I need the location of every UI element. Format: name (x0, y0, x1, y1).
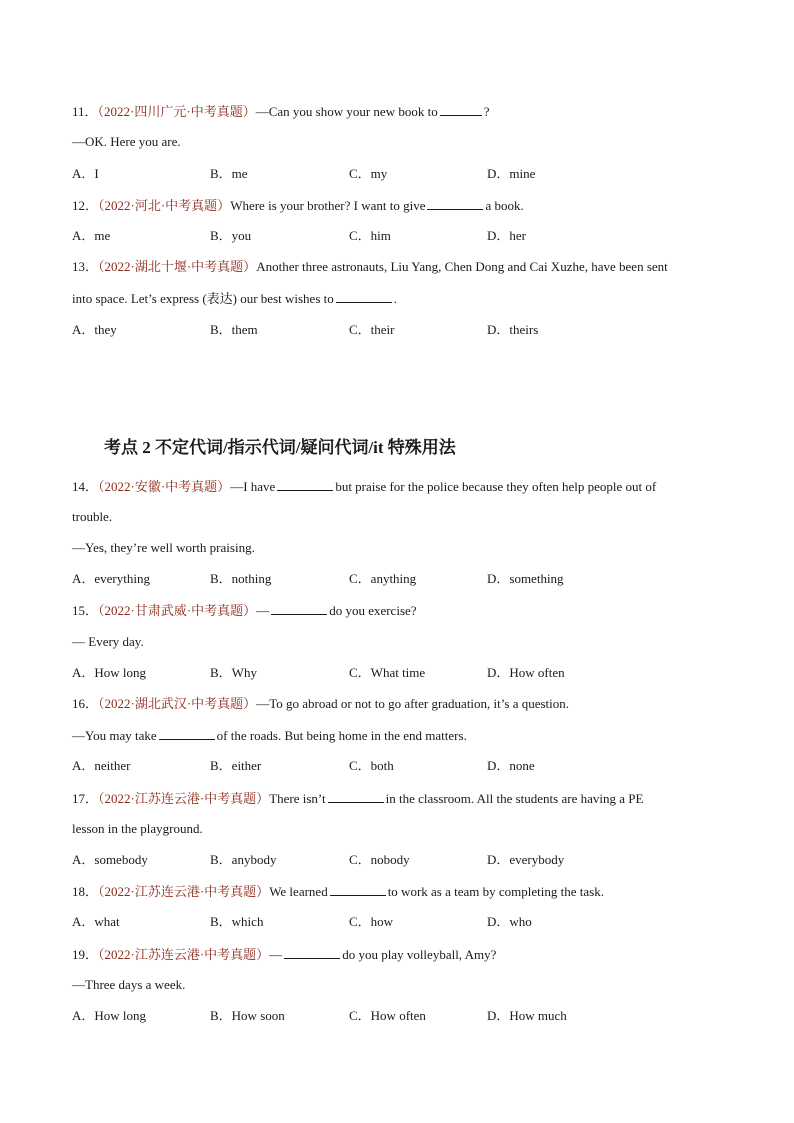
question-number: 14． (72, 479, 99, 494)
option-b: B．anybody (210, 852, 277, 867)
question-source: （2022·湖北十堰·中考真题） (98, 259, 257, 274)
question-13 (72, 259, 732, 275)
option-b: B．nothing (210, 571, 272, 586)
question-stem: There isn’t (269, 791, 326, 806)
option-d: D．none (487, 758, 535, 773)
answer-blank (330, 883, 386, 896)
question-stem-end: of the roads. But being home in the end matters. (216, 728, 467, 743)
option-b: B．How soon (210, 1008, 285, 1023)
option-c: C．How often (349, 1008, 426, 1023)
question-19 (72, 946, 732, 963)
option-a: A．neither (72, 758, 131, 773)
question-source: （2022·安徽·中考真题） (98, 479, 231, 494)
question-11 (72, 103, 732, 120)
option-d: D．How often (487, 665, 565, 680)
option-d: D．How much (487, 1008, 567, 1023)
section-heading: 考点 2 不定代词/指示代词/疑问代词/it 特殊用法 (104, 438, 456, 457)
option-c: C．my (349, 166, 388, 181)
question-13-line-2 (72, 290, 732, 307)
answer-blank (284, 946, 340, 959)
question-source: （2022·河北·中考真题） (98, 198, 231, 213)
option-c: C．him (349, 228, 391, 243)
question-number: 11． (72, 104, 98, 119)
question-16 (72, 696, 732, 712)
question-stem: Another three astronauts, Liu Yang, Chen Dong and Cai Xuzhe, have been sent (256, 259, 668, 274)
option-d: D．everybody (487, 852, 565, 867)
option-d: D．who (487, 914, 532, 929)
question-stem: We learned (269, 884, 328, 899)
question-number: 17． (72, 791, 99, 806)
question-14 (72, 478, 732, 495)
option-d: D．theirs (487, 322, 539, 337)
option-c: C．What time (349, 665, 426, 680)
question-source: （2022·四川广元·中考真题） (97, 104, 256, 119)
option-a: A．How long (72, 1008, 147, 1023)
option-c: C．nobody (349, 852, 410, 867)
question-18 (72, 883, 732, 900)
option-b: B．me (210, 166, 248, 181)
question-stem: —Can you show your new book to (255, 104, 438, 119)
question-19-line-2: —Three days a week. (72, 977, 186, 992)
option-c: C．how (349, 914, 394, 929)
question-stem-end: in the classroom. All the students are having a PE (385, 791, 644, 806)
question-stem-end: do you play volleyball, Amy? (342, 947, 497, 962)
option-c: C．their (349, 322, 395, 337)
question-14-line-3: —Yes, they’re well worth praising. (72, 540, 255, 555)
option-d: D．her (487, 228, 526, 243)
question-14-line-2: trouble. (72, 509, 113, 524)
option-d: D．something (487, 571, 564, 586)
answer-blank (271, 602, 327, 615)
question-stem-end: to work as a team by completing the task. (387, 884, 604, 899)
question-source: （2022·江苏连云港·中考真题） (98, 884, 270, 899)
question-stem-cont: into space. Let’s express (表达) our best wishes to (72, 291, 334, 306)
option-c: C．both (349, 758, 394, 773)
question-source: （2022·湖北武汉·中考真题） (98, 696, 257, 711)
question-number: 18． (72, 884, 99, 899)
question-number: 16． (72, 696, 99, 711)
option-c: C．anything (349, 571, 417, 586)
question-number: 13． (72, 259, 99, 274)
option-a: A．I (72, 166, 99, 181)
question-17-line-2: lesson in the playground. (72, 821, 203, 836)
option-b: B．you (210, 228, 252, 243)
option-b: B．Why (210, 665, 257, 680)
question-17 (72, 790, 732, 807)
question-stem-end: do you exercise? (329, 603, 417, 618)
option-a: A．everything (72, 571, 150, 586)
question-12 (72, 197, 732, 214)
option-a: A．somebody (72, 852, 148, 867)
question-15-line-2: — Every day. (72, 634, 144, 649)
option-a: A．what (72, 914, 120, 929)
option-b: B．them (210, 322, 258, 337)
question-stem-cont: —You may take (72, 728, 157, 743)
answer-blank (159, 727, 215, 740)
question-16-line-2 (72, 727, 732, 744)
question-stem-end: but praise for the police because they often help people out of (335, 479, 657, 494)
question-15 (72, 602, 732, 619)
answer-blank (336, 290, 392, 303)
option-b: B．which (210, 914, 264, 929)
question-source: （2022·江苏连云港·中考真题） (98, 791, 270, 806)
question-stem: — (256, 603, 270, 618)
option-d: D．mine (487, 166, 536, 181)
question-number: 19． (72, 947, 99, 962)
answer-blank (427, 197, 483, 210)
question-source: （2022·甘肃武威·中考真题） (98, 603, 257, 618)
question-11-line-2: —OK. Here you are. (72, 134, 181, 149)
option-a: A．me (72, 228, 111, 243)
option-b: B．either (210, 758, 262, 773)
answer-blank (440, 103, 482, 116)
question-number: 15． (72, 603, 99, 618)
question-stem: —To go abroad or not to go after graduation, it’s a question. (256, 696, 570, 711)
question-stem-end: a book. (485, 198, 524, 213)
question-stem: —I have (230, 479, 276, 494)
answer-blank (328, 790, 384, 803)
question-stem-end: ? (483, 104, 490, 119)
question-stem: — (269, 947, 283, 962)
question-number: 12． (72, 198, 99, 213)
question-stem-end: . (393, 291, 398, 306)
option-a: A．How long (72, 665, 147, 680)
option-a: A．they (72, 322, 117, 337)
question-source: （2022·江苏连云港·中考真题） (98, 947, 270, 962)
question-stem: Where is your brother? I want to give (230, 198, 426, 213)
answer-blank (277, 478, 333, 491)
